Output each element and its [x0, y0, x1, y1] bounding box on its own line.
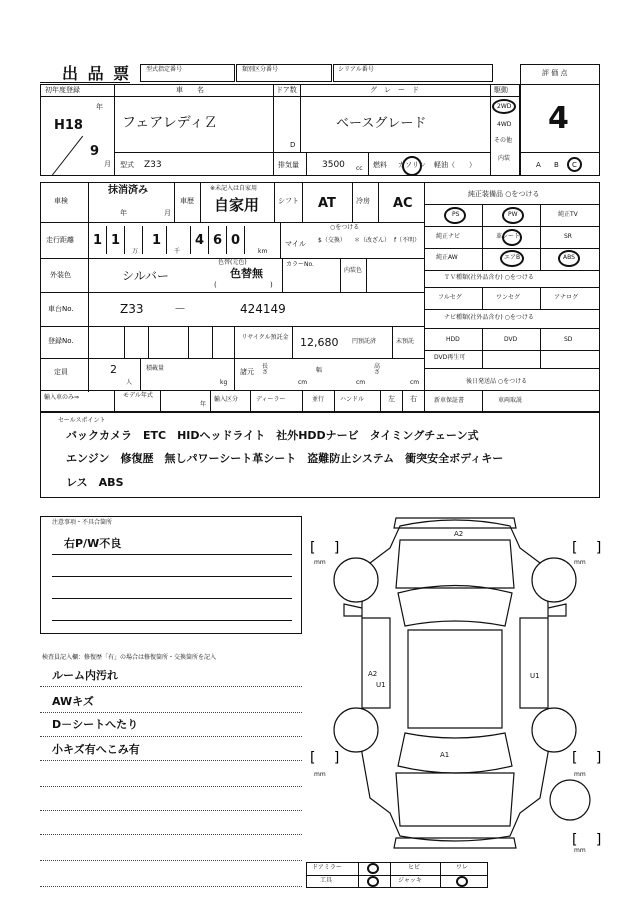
svg-text:[ ]: [ ]: [310, 750, 340, 766]
tv-oneseg: ワンセグ: [496, 294, 521, 301]
capacity-unit: 人: [126, 379, 133, 386]
dims-label: 諸元: [240, 368, 254, 376]
equip-aw: 純正AW: [436, 254, 458, 261]
navi-dvd: DVD: [504, 336, 518, 343]
damage-mark-left: A2: [368, 670, 378, 678]
mileage-digit: 1: [111, 233, 121, 248]
equip-pw: PW: [508, 211, 518, 218]
mileage-unit-sen: 千: [174, 248, 181, 255]
tire-unit: mm: [314, 559, 326, 566]
sales-point-line: エンジン 修復歴 無しパワーシート革シート 盗難防止システム 衝突安全ボディキー: [66, 452, 504, 465]
mileage-digit: 1: [152, 233, 162, 248]
handle-right: 右: [410, 395, 417, 403]
history-note: ※未記入は自家用: [210, 185, 258, 192]
mileage-digit: 6: [213, 233, 223, 248]
door-mirror-circle: [367, 863, 379, 874]
equip-pw-circle: [502, 207, 524, 224]
car-name-label: 車 名: [176, 86, 204, 94]
sales-point-line: バックカメラ ETC HIDヘッドライト 社外HDDナービ タイミングチェーン式: [66, 429, 479, 442]
dims-length: 長さ: [262, 363, 269, 376]
svg-text:[ ]: [ ]: [572, 540, 602, 556]
capacity-value: 2: [110, 363, 117, 376]
drive-2wd-circle: [492, 99, 516, 114]
color-no-label: カラーNo.: [286, 261, 314, 268]
interior-c-circle: [567, 157, 582, 172]
mileage-unknown: f（不明）: [394, 237, 421, 244]
tv-fullseg: フルセグ: [438, 294, 462, 301]
first-reg-year: H18: [54, 118, 83, 133]
doors-value: D: [290, 141, 296, 149]
car-name: フェアレディＺ: [122, 115, 218, 131]
equip-ps-circle: [444, 207, 466, 224]
mileage-digit: 0: [231, 233, 241, 248]
tv-analog: アナログ: [554, 294, 579, 301]
handle-left: 左: [388, 395, 395, 403]
handle-label: ハンドル: [340, 396, 365, 403]
car-damage-diagram: [300, 508, 610, 858]
inspector-label: 検査員記入欄：修復歴「有」の場合は修復箇所・交換箇所を記入: [42, 654, 217, 661]
damage-mark-right-u1: U1: [530, 672, 540, 680]
dims-width: 幅: [316, 367, 323, 374]
inspector-line: 小キズ有へこみ有: [52, 743, 140, 756]
doors-label: ドア数: [276, 86, 297, 94]
first-reg-label: 初年度登録: [45, 86, 80, 94]
jack-label: ジャッキ: [398, 877, 422, 884]
shaken-label: 車検: [54, 197, 68, 205]
mileage-exchange: $（交換）: [318, 237, 346, 244]
dims-unit: cm: [298, 379, 308, 386]
damage-mark-front: A2: [454, 530, 464, 538]
equip-abs-circle: [558, 250, 580, 267]
first-reg-month: 9: [90, 144, 100, 159]
sales-point-line: レス ABS: [66, 476, 124, 489]
jack-circle: [456, 876, 468, 887]
mileage-digit: 1: [93, 233, 103, 248]
tire-unit: mm: [314, 771, 326, 778]
inspector-line: AWキズ: [52, 695, 94, 708]
displacement-value: 3500: [322, 160, 345, 170]
color-change-label: 色替(元色): [218, 259, 247, 266]
equip-tv: 純正TV: [558, 211, 578, 218]
shaken-month-unit: 月: [164, 209, 171, 217]
fuel-diesel: 軽油（ ）: [434, 161, 476, 169]
svg-text:[ ]: [ ]: [572, 750, 602, 766]
load-label: 積載量: [146, 365, 165, 372]
crack-label: ヒビ: [408, 864, 421, 871]
import-label: 輸入車のみ⇒: [44, 394, 80, 401]
dims-unit: cm: [410, 379, 420, 386]
form-title: 出 品 票: [62, 64, 132, 83]
score-label: 評 価 点: [542, 69, 568, 77]
interior-a: A: [536, 161, 541, 169]
grade-label: グ レ ー ド: [370, 86, 419, 94]
equip-leather-circle: [502, 229, 522, 246]
month-unit: 月: [104, 160, 111, 168]
color-label: 外装色: [50, 271, 71, 279]
recycle-label: リサイクル預託金: [241, 334, 289, 341]
category-label: 類別区分番号: [242, 66, 279, 73]
mileage-unit-km: km: [258, 248, 268, 255]
color-value: シルバー: [122, 269, 169, 283]
serial-label: シリアル番号: [338, 66, 374, 73]
door-mirror-label: ドアミラー: [312, 864, 342, 871]
equip-navi: 純正ナビ: [436, 233, 461, 240]
notes-line: 右P/W不良: [64, 537, 122, 550]
score-value: 4: [548, 101, 569, 136]
reg-no-label: 登録No.: [48, 337, 74, 345]
navi-sd: SD: [564, 336, 573, 343]
shift-value: AT: [318, 196, 336, 211]
displacement-label: 排気量: [278, 161, 299, 169]
dims-unit: cm: [356, 379, 366, 386]
tire-unit: mm: [574, 847, 586, 854]
after-title: 後日発送品 ○をつける: [466, 378, 528, 385]
capacity-label: 定員: [54, 368, 68, 376]
chassis-number: 424149: [240, 302, 286, 316]
interior-c: C: [572, 161, 577, 169]
dvd-playback: DVD再生可: [434, 354, 466, 361]
year-unit: 年: [96, 103, 103, 111]
equip-airbag: エアB: [504, 254, 521, 261]
mileage-digit: 4: [195, 233, 205, 248]
model-year-unit: 年: [200, 401, 207, 408]
mileage-unit-man: 万: [132, 248, 139, 255]
notes-label: 注意事項・不具合箇所: [52, 519, 113, 526]
color-change-value: 色替無: [230, 267, 263, 280]
shift-label: シフト: [278, 197, 299, 205]
load-unit: kg: [220, 379, 228, 386]
recycle-amount: 12,680: [300, 336, 339, 349]
color-paren: (: [214, 281, 217, 289]
cc-unit: cc: [356, 165, 363, 172]
fuel-label: 燃料: [373, 161, 387, 169]
fuel-gasoline: ガソリン: [398, 161, 426, 169]
import-parallel: 並行: [312, 396, 325, 403]
grade-value: ベースグレード: [336, 116, 427, 131]
inspector-line: D－シートへたり: [52, 718, 139, 731]
mileage-tampered: ＊（改ざん）: [354, 237, 391, 244]
recycle-status: 円預託済: [352, 338, 377, 345]
interior-b: B: [554, 161, 559, 169]
equip-leather: 革シート: [496, 233, 521, 240]
import-type-label: 輸入区分: [214, 396, 239, 403]
sales-points-label: セールスポイント: [58, 417, 106, 424]
tools-circle: [367, 876, 379, 887]
tire-unit: mm: [574, 771, 586, 778]
model-spec-label: 型式指定番号: [146, 66, 183, 73]
import-dealer: ディーラー: [256, 396, 286, 403]
damage-mark-rear: A1: [440, 751, 450, 759]
interior-color-label: 内装色: [344, 267, 363, 274]
recycle-unpaid: 未預託: [396, 338, 415, 345]
chassis-prefix: Z33: [120, 302, 144, 316]
drive-other: その他: [494, 137, 513, 144]
tools-label: 工具: [320, 877, 333, 884]
mileage-mile: マイル: [285, 240, 306, 248]
drive-label: 駆動: [494, 86, 508, 94]
equip-sr: SR: [564, 233, 572, 240]
inspector-line: ルーム内汚れ: [52, 669, 118, 682]
equip-abs: ABS: [563, 254, 575, 261]
notes-box: [40, 516, 302, 634]
after-manual: 車両取説: [498, 397, 523, 404]
mileage-label: 走行距離: [46, 236, 74, 244]
drive-2wd: 2WD: [497, 103, 512, 110]
ac-value: AC: [393, 196, 413, 211]
tire-unit: mm: [574, 559, 586, 566]
interior-grade-label: 内装: [498, 155, 511, 162]
color-paren: ): [270, 281, 273, 289]
drive-4wd: 4WD: [497, 121, 512, 128]
fuel-gasoline-circle: [402, 156, 422, 176]
model-value: Z33: [144, 160, 162, 170]
ac-label: 冷房: [356, 197, 370, 205]
damage-mark-left-u1: U1: [376, 681, 386, 689]
shaken-year-unit: 年: [120, 209, 127, 217]
chassis-dash: －: [174, 302, 187, 316]
equip-ps: PS: [452, 211, 460, 218]
svg-text:[ ]: [ ]: [310, 540, 340, 556]
chassis-label: 車台No.: [48, 305, 74, 313]
navi-title: ナビ種類(社外品含む) ○をつける: [444, 314, 534, 321]
equip-airbag-circle: [500, 250, 524, 267]
broken-label: ワレ: [456, 864, 469, 871]
equipment-title: 純正装備品 ○をつける: [468, 190, 540, 198]
history-value: 自家用: [214, 196, 260, 214]
model-year-label: モデル年式: [123, 392, 153, 399]
tv-title: ＴＶ種類(社外品含む) ○をつける: [444, 274, 534, 281]
shaken-value: 抹消済み: [108, 185, 148, 196]
history-label: 車歴: [180, 197, 194, 205]
svg-text:[ ]: [ ]: [572, 832, 602, 848]
model-label: 型式: [120, 161, 134, 169]
dims-height: 高さ: [374, 363, 381, 376]
navi-hdd: HDD: [446, 336, 460, 343]
after-warranty: 新車保証書: [434, 397, 465, 404]
mileage-note: ○をつける: [330, 224, 360, 231]
